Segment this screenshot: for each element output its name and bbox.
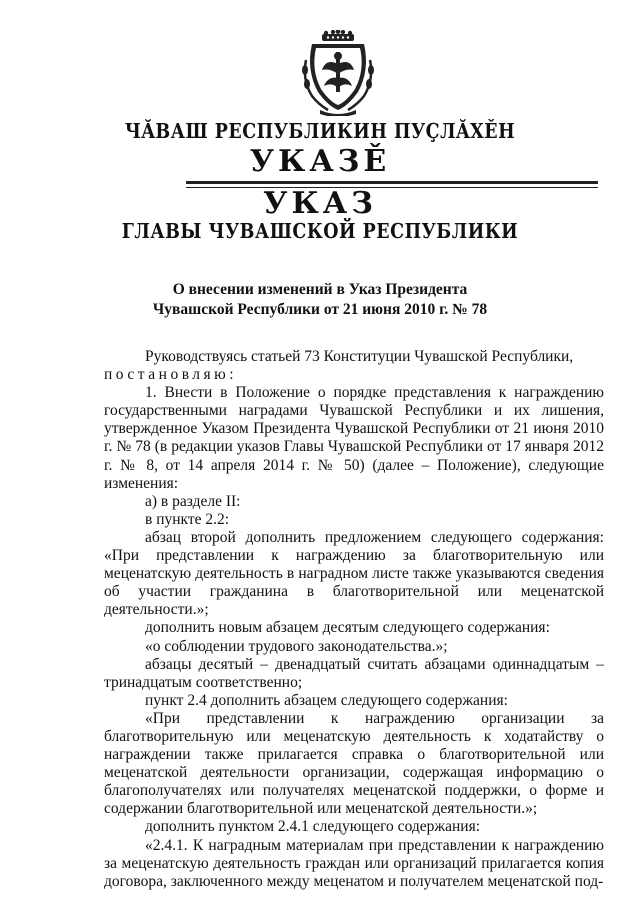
- russian-decree-title: УКАЗ: [263, 186, 377, 221]
- paragraph-point-2-2: в пункте 2.2:: [145, 510, 230, 528]
- document-body: [104, 348, 604, 891]
- coat-of-arms-icon: [298, 30, 378, 116]
- paragraph-point-2-4: пункт 2.4 дополнить абзацем следующего содержания:: [145, 691, 508, 709]
- header-divider-thick: [186, 181, 598, 184]
- russian-header-line: ГЛАВЫ ЧУВАШСКОЙ РЕСПУБЛИКИ: [121, 220, 519, 244]
- document-title: [0, 280, 640, 320]
- paragraph-renumber: абзацы десятый – двенадцатый считать абзацами одиннадцатым – тринадцатым соответственно;: [104, 655, 604, 691]
- paragraph-second-abzac: абзац второй дополнить предложением следующего содержания: «При представлении к награждению за благотворительную или меценатскую деятельность в наградном листе также указываются сведения об участии гражданина в благотворительной или меценатской деятельности.»;: [104, 528, 604, 619]
- paragraph-section-ii: а) в разделе II:: [145, 492, 241, 510]
- chuvash-decree-title: УКАЗĚ: [249, 144, 391, 179]
- paragraph-labor-law: «о соблюдении трудового законодательства.»;: [145, 637, 448, 655]
- paragraph-new-tenth: дополнить новым абзацем десятым следующего содержания:: [145, 619, 550, 637]
- paragraph-2-4-1-text: «2.4.1. К наградным материалам при представлении к награждению за меценатскую деятельность граждан или организаций прилагается копия договора, заключенного между меценатом и получателем меценатской под-: [104, 836, 604, 890]
- paragraph-point-2-4-1: дополнить пунктом 2.4.1 следующего содержания:: [145, 818, 480, 836]
- document-title-line-1: О внесении изменений в Указ Президента: [172, 281, 468, 298]
- chuvash-header-line: ЧĂВАШ РЕСПУБЛИКИН ПУÇЛĂХĚН: [124, 120, 516, 144]
- paragraph-item-1: 1. Внести в Положение о порядке представления к награждению государственными наградами Чувашской Республики и их лишения, утвержденное Указом Президента Чувашской Республики от 21 июня 2010 г. № 78 (в редакции указов Главы Чувашской Республики от 17 января 2012 г. № 8, от 14 апреля 2014 г. № 50) (далее – Положение), следующие изменения:: [104, 384, 604, 492]
- paragraph-resolve: постановляю:: [104, 366, 238, 384]
- paragraph-organization: «При представлении к награждению организации за благотворительную или меценатскую деятельность к ходатайству о награждении также прилагается справка о благотворительной или меценатской деятельности организации, содержащая информацию о благополучателях или получателях меценатской поддержки, о форме и содержании благотворительной или меценатской деятельности.»;: [104, 709, 604, 818]
- paragraph-preamble: Руководствуясь статьей 73 Конституции Чувашской Республики,: [145, 348, 574, 365]
- document-title-line-2: Чувашской Республики от 21 июня 2010 г. № 78: [152, 301, 488, 318]
